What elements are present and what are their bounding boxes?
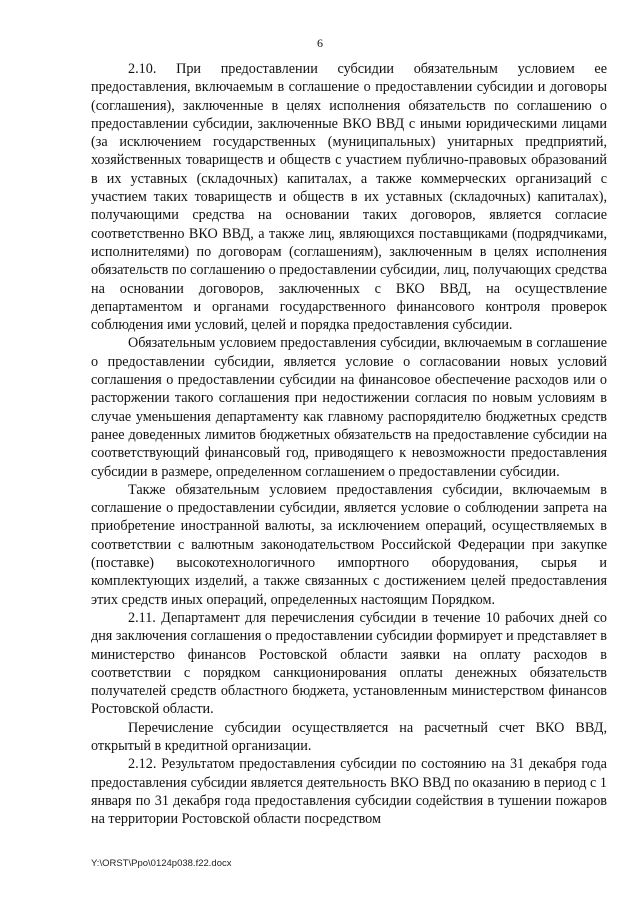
footer-file-path: Y:\ORST\Ppo\0124p038.f22.docx: [91, 858, 232, 869]
paragraph-mandatory-condition: Обязательным условием предоставления субсидии, включаемым в соглашение о предоставлении субсидии, является условие о согласовании новых условий соглашения о предоставлении субсидии на финансовое обеспечение расходов или о расторжении такого соглашения при недостижении согласия по новым условиям в случае уменьшения департаменту как главному распорядителю бюджетных средств ранее доведенных лимитов бюджетных обязательств на предоставление субсидии на соответствующий финансовый год, приводящего к невозможности предоставления субсидии в размере, определенном соглашением о предоставлении субсидии.: [91, 335, 607, 480]
paragraph-transfer-account: Перечисление субсидии осуществляется на расчетный счет ВКО ВВД, открытый в кредитной организации.: [91, 719, 607, 754]
paragraph-2-12: 2.12. Результатом предоставления субсидии по состоянию на 31 декабря года предоставления субсидии является деятельность ВКО ВВД по оказанию в период с 1 января по 31 декабря года предоставления субсидии содействия в тушении пожаров на территории Ростовской области посредством: [91, 756, 607, 828]
page-number: 6: [317, 36, 323, 50]
document-body: [91, 60, 607, 828]
paragraph-2-10: 2.10. При предоставлении субсидии обязательным условием ее предоставления, включаемым в соглашение о предоставлении субсидии и договоры (соглашения), заключенные в целях исполнения обязательств по соглашению о предоставлении субсидии, заключенные ВКО ВВД с иными юридическими лицами (за исключением государственных (муниципальных) унитарных предприятий, хозяйственных товариществ и обществ с участием публично-правовых образований в их уставных (складочных) капиталах, а также коммерческих организаций с участием таких товариществ и обществ в их уставных (складочных) капиталах), получающими средства на основании таких договоров, является согласие соответственно ВКО ВВД, а также лиц, являющихся поставщиками (подрядчиками, исполнителями) по договорам (соглашениям), заключенным в целях исполнения обязательств по соглашению о предоставлении субсидии, лиц, получающих средства на основании договоров, заключенных с ВКО ВВД, на осуществление департаментом и органами государственного финансового контроля проверок соблюдения ими условий, целей и порядка предоставления субсидии.: [91, 61, 607, 334]
paragraph-currency-condition: Также обязательным условием предоставления субсидии, включаемым в соглашение о предоставлении субсидии, является условие о соблюдении запрета на приобретение иностранной валюты, за исключением операций, осуществляемых в соответствии с валютным законодательством Российской Федерации при закупке (поставке) высокотехнологичного импортного оборудования, сырья и комплектующих изделий, а также связанных с достижением целей предоставления этих средств иных операций, определенных настоящим Порядком.: [91, 481, 607, 608]
paragraph-2-11: 2.11. Департамент для перечисления субсидии в течение 10 рабочих дней со дня заключения соглашения о предоставлении субсидии формирует и представляет в министерство финансов Ростовской области заявки на оплату расходов в соответствии с порядком санкционирования оплаты денежных обязательств получателей средств областного бюджета, установленным министерством финансов Ростовской области.: [91, 609, 607, 718]
